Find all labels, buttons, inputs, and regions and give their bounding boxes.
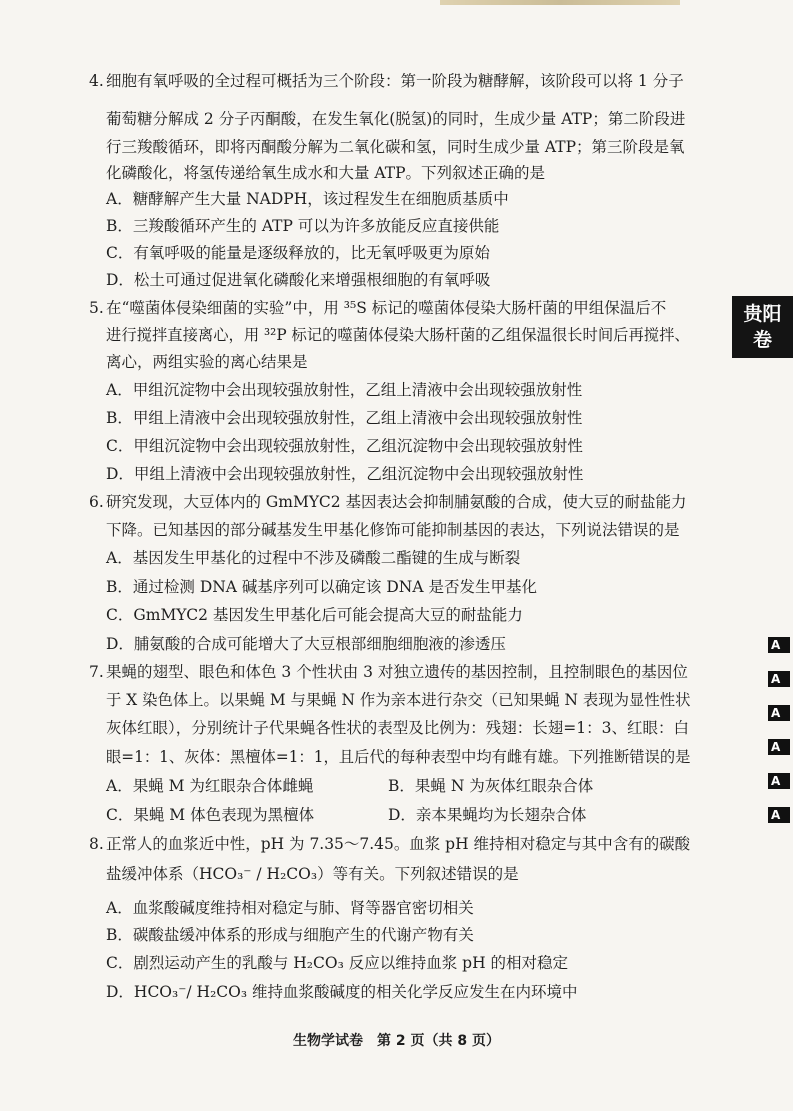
answer-option: A．血浆酸碱度维持相对稳定与肺、肾等器官密切相关 — [106, 899, 474, 917]
question-text: 果蝇的翅型、眼色和体色 3 个性状由 3 对独立遗传的基因控制，且控制眼色的基因位 — [106, 663, 688, 681]
answer-option: D．松土可通过促进氧化磷酸化来增强根细胞的有氧呼吸 — [106, 271, 491, 289]
question-number: 6. — [89, 493, 104, 511]
answer-option: D．亲本果蝇均为长翅杂合体 — [388, 806, 587, 824]
answer-option: B．果蝇 N 为灰体红眼杂合体 — [388, 777, 594, 795]
question-text: 盐缓冲体系（HCO₃⁻ / H₂CO₃）等有关。下列叙述错误的是 — [106, 865, 519, 883]
version-marker: A — [768, 739, 790, 755]
answer-option: C．有氧呼吸的能量是逐级释放的，比无氧呼吸更为原始 — [106, 244, 490, 262]
region-tab — [732, 296, 793, 358]
answer-option: A．糖酵解产生大量 NADPH，该过程发生在细胞质基质中 — [106, 190, 509, 208]
answer-option: D．甲组上清液中会出现较强放射性，乙组沉淀物中会出现较强放射性 — [106, 465, 584, 483]
answer-option: B．甲组上清液中会出现较强放射性，乙组上清液中会出现较强放射性 — [106, 409, 583, 427]
answer-option: C．GmMYC2 基因发生甲基化后可能会提高大豆的耐盐能力 — [106, 606, 523, 624]
version-marker: A — [768, 671, 790, 687]
question-number: 4. — [89, 72, 104, 90]
question-text: 灰体红眼），分别统计子代果蝇各性状的表型及比例为：残翅：长翅=1：3、红眼：白 — [106, 719, 689, 737]
top-scan-strip — [440, 0, 680, 5]
version-marker: A — [768, 637, 790, 653]
question-number: 5. — [89, 299, 104, 317]
page-footer: 生物学试卷 第 2 页（共 8 页） — [293, 1033, 500, 1049]
question-text: 眼=1：1、灰体：黑檀体=1：1，且后代的每种表型中均有雌有雄。下列推断错误的是 — [106, 748, 691, 766]
version-marker: A — [768, 773, 790, 789]
question-text: 化磷酸化，将氢传递给氧生成水和大量 ATP。下列叙述正确的是 — [106, 164, 546, 182]
question-number: 8. — [89, 835, 104, 853]
answer-option: B．三羧酸循环产生的 ATP 可以为许多放能反应直接供能 — [106, 217, 500, 235]
answer-option: D．HCO₃⁻/ H₂CO₃ 维持血浆酸碱度的相关化学反应发生在内环境中 — [106, 983, 578, 1001]
answer-option: B．通过检测 DNA 碱基序列可以确定该 DNA 是否发生甲基化 — [106, 578, 537, 596]
question-text: 正常人的血浆近中性，pH 为 7.35～7.45。血浆 pH 维持相对稳定与其中含有的碳酸 — [106, 835, 691, 853]
question-number: 7. — [89, 663, 104, 681]
answer-option: A．果蝇 M 为红眼杂合体雌蝇 — [106, 777, 314, 795]
answer-option: B．碳酸盐缓冲体系的形成与细胞产生的代谢产物有关 — [106, 926, 474, 944]
version-marker: A — [768, 705, 790, 721]
answer-option: D．脯氨酸的合成可能增大了大豆根部细胞细胞液的渗透压 — [106, 635, 506, 653]
answer-option: A．基因发生甲基化的过程中不涉及磷酸二酯键的生成与断裂 — [106, 549, 521, 567]
region-tab-line: 卷 — [752, 329, 772, 351]
region-tab-line: 贵阳 — [743, 303, 782, 325]
question-text: 研究发现，大豆体内的 GmMYC2 基因表达会抑制脯氨酸的合成，使大豆的耐盐能力 — [106, 493, 687, 511]
question-text: 葡萄糖分解成 2 分子丙酮酸，在发生氧化(脱氢)的同时，生成少量 ATP；第二阶段进 — [106, 110, 686, 128]
question-text: 于 X 染色体上。以果蝇 M 与果蝇 N 作为亲本进行杂交（已知果蝇 N 表现为显性性状 — [106, 691, 691, 709]
question-text: 行三羧酸循环，即将丙酮酸分解为二氧化碳和氢，同时生成少量 ATP；第三阶段是氧 — [106, 138, 685, 156]
answer-option: C．甲组沉淀物中会出现较强放射性，乙组沉淀物中会出现较强放射性 — [106, 437, 583, 455]
question-text: 在“噬菌体侵染细菌的实验”中，用 ³⁵S 标记的噬菌体侵染大肠杆菌的甲组保温后不 — [106, 299, 667, 317]
answer-option: A．甲组沉淀物中会出现较强放射性，乙组上清液中会出现较强放射性 — [106, 381, 583, 399]
question-text: 离心，两组实验的离心结果是 — [106, 353, 308, 371]
question-text: 进行搅拌直接离心，用 ³²P 标记的噬菌体侵染大肠杆菌的乙组保温很长时间后再搅拌、 — [106, 326, 690, 344]
answer-option: C．果蝇 M 体色表现为黑檀体 — [106, 806, 315, 824]
question-text: 细胞有氧呼吸的全过程可概括为三个阶段：第一阶段为糖酵解，该阶段可以将 1 分子 — [106, 72, 684, 90]
question-text: 下降。已知基因的部分碱基发生甲基化修饰可能抑制基因的表达，下列说法错误的是 — [106, 521, 680, 539]
answer-option: C．剧烈运动产生的乳酸与 H₂CO₃ 反应以维持血浆 pH 的相对稳定 — [106, 954, 569, 972]
version-marker: A — [768, 807, 790, 823]
